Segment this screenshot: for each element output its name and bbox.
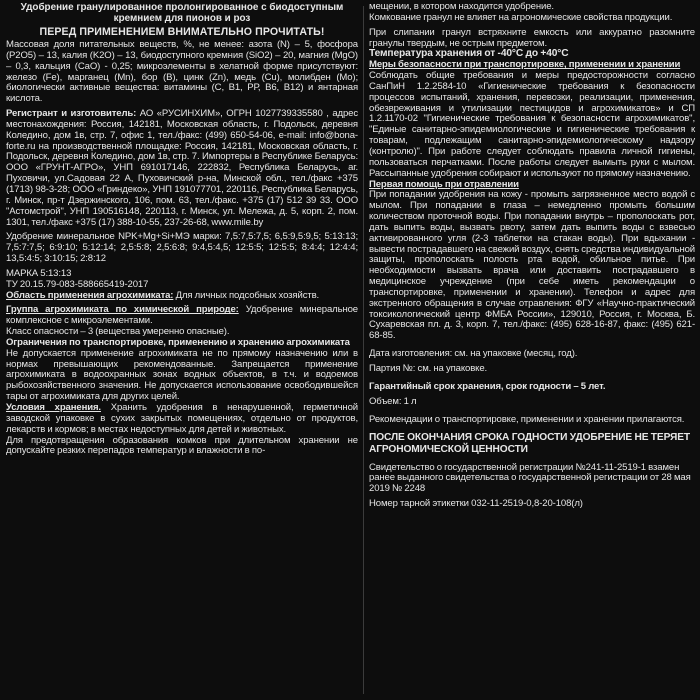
registrant-text: АО «РУСИНХИМ», ОГРН 1027739335580 , адрес местонахождения: Россия, 142181, Московская область, г. Подольск, деревня Коледино, дом 1в, стр. 7, офис 1, тел./факс: (499) 650-54-06, e-mail: info@bona-forte.ru на производственной площадке: Россия, 142181, Московская область, г. Подольск, деревня Коледино, дом 1в, стр. 7. Импортеры в Республике Беларусь: ООО «ГРУНТ-АГРО», УНП 691017146, 222832, Республика Беларусь, аг. Пуховичи, ул.Садовая 22 А, Пуховичский р-на, Минской обл., тел./факс +375 (1713) 98-3-28; ООО «Гриндеко», УНП 191077701, 220116, Республика Беларусь, г. Минск, пр-т Дзержинского, 106, пом. 63, тел./факс. +375 (17) 512 39 33. ООО "Астомстрой", УНП 190516148, 220113, г. Минск, ул. Мележа, д. 5, корп. 2, пом. 1301, тел./факс +375 (17) 388-10-55, 237-26-68, www.mile.by — [6, 108, 361, 228]
group-paragraph — [6, 304, 361, 327]
storage-label: Условия хранения. — [6, 402, 101, 413]
scope-label: Область применения агрохимиката: — [6, 289, 174, 301]
expiry-note: ПОСЛЕ ОКОНЧАНИЯ СРОКА ГОДНОСТИ УДОБРЕНИЕ НЕ ТЕРЯЕТ АГРОНОМИЧЕСКОЙ ЦЕННОСТИ — [369, 432, 693, 455]
safety-text: Соблюдать общие требования и меры предосторожности согласно СанПиН 1.2.2584-10 «Гигиенические требования к безопасности процессов испытаний, хранения, перевозки, реализации, применения, обезвреживания и утилизации пестицидов и агрохимикатов» и СП 1.2.1170-02 "Гигиенические требования к безопасности агрохимикатов", "Единые санитарно-эпидемиологические и гигиенические требования к товарам, подлежащим санитарно-эпидемиологическому надзору (контролю)". При работе следует соблюдать правила личной гигиены, пользоваться перчатками. После работы следует вымыть руки с мылом. Рассыпанные удобрения собирают и используют по прямому назначению. — [369, 70, 698, 179]
hazard-class: Класс опасности – 3 (вещества умеренно опасные). — [6, 326, 230, 338]
manufacture-date: Дата изготовления: см. на упаковке (месяц, год). — [369, 348, 578, 360]
first-aid-text: При попадании удобрения на кожу - промыть загрязненное место водой с мылом. При попадании в глаза – немедленно промыть большим количеством проточной воды. При попадании внутрь – прополоскать рот, дать выпить воды, вызвать рвоту, затем дать выпить воды с взвесью активированного угля (2-3 таблетки на стакан воды). При вдыхании - вывести пострадавшего на свежий воздух, снять средства индивидуальной защиты, прополоскать полость рта водой, обильное питье. При необходимости вызвать врача или доставить пострадавшего в медицинское учреждение (при себе иметь рекомендации о транспортировке, применении и хранении). Телефон и адрес для экстренного обращения в случае отравления: ФГУ «Научно-практический токсикологический центр ФМБА России», 129010, Россия, г. Москва, Б. Сухаревская пл. д. 3, корп. 7, тел./факс: (495) 628-16-87, факс: (495) 621-68-85. — [369, 189, 698, 342]
mark-label: МАРКА 5:13:13 — [6, 267, 72, 279]
caking-shake: При слипании гранул встряхните емкость или аккуратно разомните гранулы твердым, не острым предметом. — [369, 26, 698, 49]
batch-number: Партия №: см. на упаковке. — [369, 363, 488, 374]
warning-heading: ПЕРЕД ПРИМЕНЕНИЕМ ВНИМАТЕЛЬНО ПРОЧИТАТЬ! — [39, 26, 325, 38]
shelf-life: Гарантийный срок хранения, срок годности – 5 лет. — [369, 380, 606, 392]
label-number: Номер тарной этикетки 032-11-2519-0,8-20-108(л) — [369, 498, 583, 510]
registrant-paragraph — [6, 108, 361, 228]
tu-text: ТУ 20.15.79-083-588665419-2017 — [6, 278, 149, 290]
volume: Объем: 1 л — [369, 395, 417, 407]
column-divider — [363, 6, 364, 694]
restrictions-heading: Ограничения по транспортировке, применению и хранению агрохимиката — [6, 336, 350, 348]
restrictions-text: Не допускается применение агрохимиката не по прямому назначению или в нормах превышающих рекомендованные. Запрещается применение агрохимиката в водоохранных зонах водных объектов, в т.ч. и водоемов рыбохозяйственного значения. Не допускается использование освободившейся тары от агрохимиката для других целей. — [6, 347, 361, 403]
storage-text: Хранить удобрения в ненарушенной, герметичной заводской упаковке в сухих закрытых помещениях, отдельно от продуктов, лекарств и кормов; в местах недоступных для детей и животных. — [6, 402, 361, 435]
scope-paragraph — [6, 291, 358, 302]
registration-certificate: Свидетельство о государственной регистрации №241-11-2519-1 взамен ранее выданного свидетельства о государственной регистрации от 28 мая 2019 № 2248 — [369, 461, 693, 495]
caking-continued: мещении, в котором находится удобрение. — [369, 1, 554, 12]
product-title: Удобрение гранулированное пролонгированное с биодоступным кремнием для пионов и роз — [20, 2, 344, 24]
safety-heading: Меры безопасности при транспортировке, применении и хранении — [369, 59, 681, 71]
storage-paragraph — [6, 402, 361, 436]
group-label: Группа агрохимиката по химической природе: — [6, 304, 239, 316]
group-text: Удобрение минеральное комплексное с микроэлементами. — [6, 304, 361, 327]
caking-text: Для предотвращения образования комков при длительном хранении не допускайте резких перепадов температур и влажности в по- — [6, 434, 361, 457]
registrant-label: Регистрант и изготовитель: — [6, 108, 137, 120]
composition-text: Массовая доля питательных веществ, %, не менее: азота (N) – 5, фосфора (P2O5) – 13, калия (K2O) – 13, биодоступного кремния (SiO2) – 20, магния (MgO) – 0,3, кальция (CaO) - 0,25; микроэлементы в хелатной форме присутствуют: железо (Fe), марганец (Mn), бор (B), цинк (Zn), медь (Cu), молибден (Mo); биологически активные вещества: витамины (С, В1, РР, В6, В12) и янтарная кислота. — [6, 39, 361, 105]
recommendations: Рекомендации о транспортировке, применении и хранении прилагаются. — [369, 413, 685, 425]
scope-text: Для личных подсобных хозяйств. — [173, 289, 320, 301]
caking-note: Комкование гранул не влияет на агрономические свойства продукции. — [369, 11, 673, 23]
right-column — [369, 0, 698, 700]
storage-temperature: Температура хранения от -40°С до +40°С — [369, 48, 569, 60]
left-column — [6, 0, 361, 700]
marks-text: Удобрение минеральное NPK+Mg+Si+МЭ марки: 7,5:7,5:7,5; 6,5:9,5:9,5; 5:13:13; 7,5:7:7,5; 6:9:10; 5:12:14; 2,5:5:8; 2,5:6:8; 9:4,5:4,5; 12:5:5; 12:5:5; 8:4:4; 12:4:4; 13,5:4:5; 3:10:15; 2:8:12 — [6, 231, 361, 265]
first-aid-heading: Первая помощь при отравлении — [369, 178, 519, 190]
